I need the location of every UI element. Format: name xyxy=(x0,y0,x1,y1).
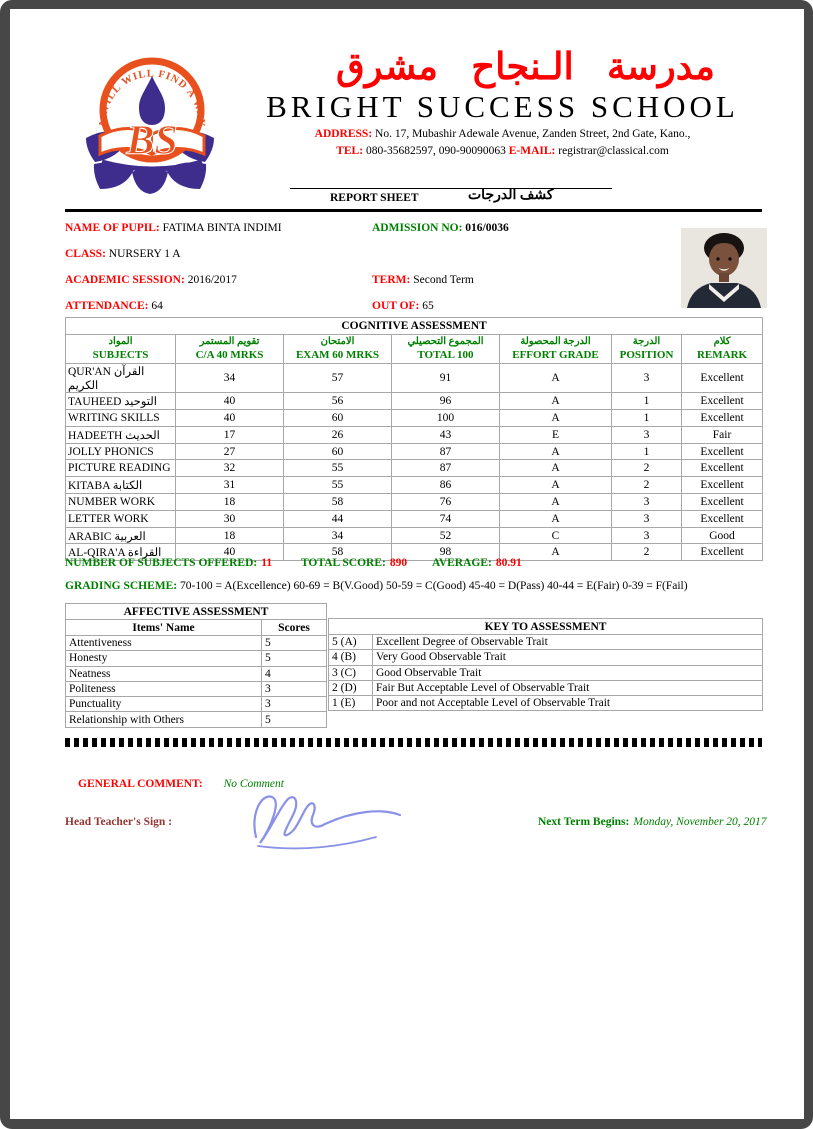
key-assessment-title: KEY TO ASSESSMENT xyxy=(329,619,763,635)
key-row-key: 2 (D) xyxy=(329,680,373,695)
affective-row-item: Neatness xyxy=(66,666,262,681)
subject-row-remark: Excellent xyxy=(682,494,763,511)
subject-row-subject: KITABA الكتابة xyxy=(66,477,176,494)
head-teacher-signature xyxy=(222,785,412,853)
key-row xyxy=(329,635,763,650)
subject-row-subject: PICTURE READING xyxy=(66,460,176,477)
next-term-value: Monday, November 20, 2017 xyxy=(633,816,767,828)
subject-row xyxy=(66,494,763,511)
cognitive-column-header: كلام REMARK xyxy=(682,335,763,364)
school-name-english: BRIGHT SUCCESS SCHOOL xyxy=(266,89,739,125)
subject-row xyxy=(66,443,763,460)
key-assessment-table xyxy=(328,618,763,711)
subjects-offered-value: 11 xyxy=(261,557,273,569)
affective-row xyxy=(66,712,327,727)
pupil-name-label: NAME OF PUPIL: xyxy=(65,222,160,234)
subject-row-ca: 31 xyxy=(176,477,284,494)
class-value: NURSERY 1 A xyxy=(108,248,181,260)
subject-row-ca: 17 xyxy=(176,426,284,443)
tel-label: TEL: xyxy=(336,145,364,158)
summary-row xyxy=(65,557,522,569)
subject-row-total: 87 xyxy=(392,443,500,460)
cognitive-body xyxy=(66,364,763,561)
session-row xyxy=(65,274,237,286)
subject-row-grade: A xyxy=(500,544,612,561)
key-title-row xyxy=(329,619,763,635)
term-value: Second Term xyxy=(413,274,474,286)
subject-row-position: 3 xyxy=(612,494,682,511)
cognitive-column-header: المواد SUBJECTS xyxy=(66,335,176,364)
subject-row-total: 74 xyxy=(392,510,500,527)
admission-row xyxy=(372,222,509,234)
subject-row-ca: 40 xyxy=(176,410,284,427)
subject-row-exam: 57 xyxy=(284,364,392,393)
subject-row-exam: 60 xyxy=(284,443,392,460)
subject-row-position: 2 xyxy=(612,460,682,477)
affective-row xyxy=(66,697,327,712)
key-row xyxy=(329,696,763,711)
affective-title-row xyxy=(66,604,327,620)
subject-row-total: 43 xyxy=(392,426,500,443)
key-row-key: 5 (A) xyxy=(329,635,373,650)
affective-row-score: 3 xyxy=(262,681,327,696)
class-row xyxy=(65,248,181,260)
term-row xyxy=(372,274,474,286)
subject-row-ca: 32 xyxy=(176,460,284,477)
subject-row-position: 2 xyxy=(612,544,682,561)
key-row-desc: Excellent Degree of Observable Trait xyxy=(373,635,763,650)
subject-row-position: 3 xyxy=(612,426,682,443)
out-of-row xyxy=(372,300,434,312)
subject-row-grade: A xyxy=(500,410,612,427)
subject-row-remark: Excellent xyxy=(682,410,763,427)
affective-row-score: 4 xyxy=(262,666,327,681)
subject-row-exam: 26 xyxy=(284,426,392,443)
subject-row-ca: 18 xyxy=(176,494,284,511)
subject-row-remark: Fair xyxy=(682,426,763,443)
affective-header-row xyxy=(66,620,327,636)
cognitive-column-header: الدرجة المحصولة EFFORT GRADE xyxy=(500,335,612,364)
affective-row-item: Honesty xyxy=(66,651,262,666)
subject-row-grade: A xyxy=(500,477,612,494)
cognitive-title-row xyxy=(66,318,763,335)
subject-row-total: 76 xyxy=(392,494,500,511)
report-page xyxy=(10,9,804,1119)
affective-row-score: 5 xyxy=(262,651,327,666)
subject-row-grade: A xyxy=(500,494,612,511)
key-row xyxy=(329,650,763,665)
subject-row xyxy=(66,410,763,427)
subject-row-grade: A xyxy=(500,364,612,393)
subject-row-subject: LETTER WORK xyxy=(66,510,176,527)
subject-row-total: 91 xyxy=(392,364,500,393)
address-label: ADDRESS: xyxy=(314,127,373,140)
cognitive-title: COGNITIVE ASSESSMENT xyxy=(66,318,763,335)
subject-row-exam: 60 xyxy=(284,410,392,427)
address-line xyxy=(235,128,770,141)
logo-initials: BS xyxy=(126,118,178,164)
subject-row xyxy=(66,510,763,527)
email-value: registrar@classical.com xyxy=(558,145,669,158)
affective-row-item: Relationship with Others xyxy=(66,712,262,727)
general-comment-label: GENERAL COMMENT: xyxy=(78,778,203,790)
subject-row-grade: A xyxy=(500,460,612,477)
affective-row xyxy=(66,636,327,651)
divider-line-top xyxy=(290,188,612,189)
subject-row-grade: E xyxy=(500,426,612,443)
subject-row-total: 86 xyxy=(392,477,500,494)
subject-row xyxy=(66,426,763,443)
subject-row-exam: 34 xyxy=(284,527,392,544)
affective-row-score: 3 xyxy=(262,697,327,712)
subject-row-subject: QUR'AN القرآن الكريم xyxy=(66,364,176,393)
subject-row-subject: NUMBER WORK xyxy=(66,494,176,511)
cognitive-column-header: تقويم المستمر C/A 40 MRKS xyxy=(176,335,284,364)
key-row-desc: Good Observable Trait xyxy=(373,665,763,680)
subject-row xyxy=(66,460,763,477)
subject-row-total: 52 xyxy=(392,527,500,544)
next-term-label: Next Term Begins: xyxy=(538,816,630,828)
pupil-name-value: FATIMA BINTA INDIMI xyxy=(162,222,282,234)
cognitive-column-header: الدرجة POSITION xyxy=(612,335,682,364)
subject-row-position: 1 xyxy=(612,410,682,427)
subject-row-ca: 40 xyxy=(176,544,284,561)
total-score-label: TOTAL SCORE: xyxy=(300,557,386,569)
key-row-desc: Very Good Observable Trait xyxy=(373,650,763,665)
report-title-english: REPORT SHEET xyxy=(330,192,419,204)
cognitive-table xyxy=(65,317,763,561)
key-body xyxy=(329,635,763,711)
out-of-value: 65 xyxy=(422,300,434,312)
key-row xyxy=(329,680,763,695)
key-row-key: 4 (B) xyxy=(329,650,373,665)
subject-row-remark: Excellent xyxy=(682,544,763,561)
total-score-value: 890 xyxy=(389,557,408,569)
subject-row-ca: 18 xyxy=(176,527,284,544)
cognitive-header-row xyxy=(66,335,763,364)
subject-row xyxy=(66,393,763,410)
subject-row-position: 2 xyxy=(612,477,682,494)
affective-title: AFFECTIVE ASSESSMENT xyxy=(66,604,327,620)
next-term-row xyxy=(538,816,767,828)
header xyxy=(235,45,770,158)
affective-col-item: Items' Name xyxy=(66,620,262,636)
subject-row-exam: 44 xyxy=(284,510,392,527)
tel-value: 080-35682597, 090-90090063 xyxy=(365,145,506,158)
grading-scheme-row xyxy=(65,580,688,592)
subject-row-remark: Excellent xyxy=(682,460,763,477)
key-row-key: 1 (E) xyxy=(329,696,373,711)
grading-scheme-value: 70-100 = A(Excellence) 60-69 = B(V.Good) 50-59 = C(Good) 45-40 = D(Pass) 40-44 = E(Fair) 0-39 = F(Fail) xyxy=(180,580,688,592)
subject-row-exam: 55 xyxy=(284,477,392,494)
subject-row-remark: Excellent xyxy=(682,443,763,460)
attendance-label: ATTENDANCE: xyxy=(65,300,149,312)
affective-row xyxy=(66,681,327,696)
pupil-name-row xyxy=(65,222,282,234)
affective-row xyxy=(66,666,327,681)
key-row-desc: Fair But Acceptable Level of Observable Trait xyxy=(373,680,763,695)
subject-row-ca: 34 xyxy=(176,364,284,393)
subject-row-grade: A xyxy=(500,443,612,460)
affective-row-item: Politeness xyxy=(66,681,262,696)
key-row xyxy=(329,665,763,680)
key-row-desc: Poor and not Acceptable Level of Observable Trait xyxy=(373,696,763,711)
affective-row-score: 5 xyxy=(262,712,327,727)
affective-row-item: Attentiveness xyxy=(66,636,262,651)
admission-value: 016/0036 xyxy=(465,222,509,234)
affective-body xyxy=(66,636,327,728)
subject-row-remark: Excellent xyxy=(682,477,763,494)
affective-row xyxy=(66,651,327,666)
cognitive-column-header: الامتحان EXAM 60 MRKS xyxy=(284,335,392,364)
tel-line xyxy=(235,145,770,158)
attendance-value: 64 xyxy=(151,300,163,312)
subject-row-total: 96 xyxy=(392,393,500,410)
subject-row-exam: 55 xyxy=(284,460,392,477)
subject-row-subject: TAUHEED التوحيد xyxy=(66,393,176,410)
logo-motto: A WILL WILL FIND A WAY xyxy=(97,68,207,128)
subject-row-position: 3 xyxy=(612,510,682,527)
term-label: TERM: xyxy=(372,274,411,286)
subject-row xyxy=(66,527,763,544)
grading-scheme-label: GRADING SCHEME: xyxy=(65,580,178,592)
pupil-photo xyxy=(681,228,767,308)
subject-row-exam: 58 xyxy=(284,544,392,561)
subject-row-total: 87 xyxy=(392,460,500,477)
class-label: CLASS: xyxy=(65,248,106,260)
subjects-offered-label: NUMBER OF SUBJECTS OFFERED: xyxy=(65,557,258,569)
affective-row-score: 5 xyxy=(262,636,327,651)
subject-row-position: 3 xyxy=(612,527,682,544)
subject-row-position: 3 xyxy=(612,364,682,393)
school-logo-icon xyxy=(68,50,232,196)
subject-row-subject: WRITING SKILLS xyxy=(66,410,176,427)
affective-row-item: Punctuality xyxy=(66,697,262,712)
subject-row-remark: Excellent xyxy=(682,364,763,393)
session-label: ACADEMIC SESSION: xyxy=(65,274,185,286)
subject-row xyxy=(66,364,763,393)
attendance-row xyxy=(65,300,163,312)
subject-row-subject: HADEETH الحديث xyxy=(66,426,176,443)
email-label: E-MAIL: xyxy=(508,145,556,158)
report-title-arabic: كشف الدرجات xyxy=(468,188,554,203)
subject-row-grade: A xyxy=(500,510,612,527)
subject-row-total: 98 xyxy=(392,544,500,561)
head-teacher-sign-label: Head Teacher's Sign : xyxy=(65,816,173,828)
subject-row-ca: 30 xyxy=(176,510,284,527)
subject-row-exam: 58 xyxy=(284,494,392,511)
admission-label: ADMISSION NO: xyxy=(372,222,463,234)
key-row-key: 3 (C) xyxy=(329,665,373,680)
subject-row-grade: A xyxy=(500,393,612,410)
subject-row-remark: Excellent xyxy=(682,393,763,410)
subject-row-remark: Good xyxy=(682,527,763,544)
subject-row-ca: 40 xyxy=(176,393,284,410)
divider-line-thick xyxy=(65,209,762,212)
school-name-arabic: مدرسة الـنجاح مشرق xyxy=(336,47,715,88)
subject-row-position: 1 xyxy=(612,443,682,460)
subject-row-subject: JOLLY PHONICS xyxy=(66,443,176,460)
dashed-separator xyxy=(65,738,762,747)
subject-row xyxy=(66,477,763,494)
average-label: AVERAGE: xyxy=(432,557,492,569)
subject-row-exam: 56 xyxy=(284,393,392,410)
subject-row-subject: ARABIC العربية xyxy=(66,527,176,544)
affective-col-score: Scores xyxy=(262,620,327,636)
subject-row-ca: 27 xyxy=(176,443,284,460)
general-comment-value: No Comment xyxy=(223,778,284,790)
subject-row-grade: C xyxy=(500,527,612,544)
cognitive-column-header: المجموع التحصيلي TOTAL 100 xyxy=(392,335,500,364)
out-of-label: OUT OF: xyxy=(372,300,420,312)
address-value: No. 17, Mubashir Adewale Avenue, Zanden Street, 2nd Gate, Kano., xyxy=(375,127,691,140)
affective-table xyxy=(65,603,327,728)
subject-row-subject: AL-QIRA'A القراءة xyxy=(66,544,176,561)
average-value: 80.91 xyxy=(495,557,522,569)
session-value: 2016/2017 xyxy=(187,274,237,286)
subject-row-position: 1 xyxy=(612,393,682,410)
subject-row-remark: Excellent xyxy=(682,510,763,527)
subject-row-total: 100 xyxy=(392,410,500,427)
